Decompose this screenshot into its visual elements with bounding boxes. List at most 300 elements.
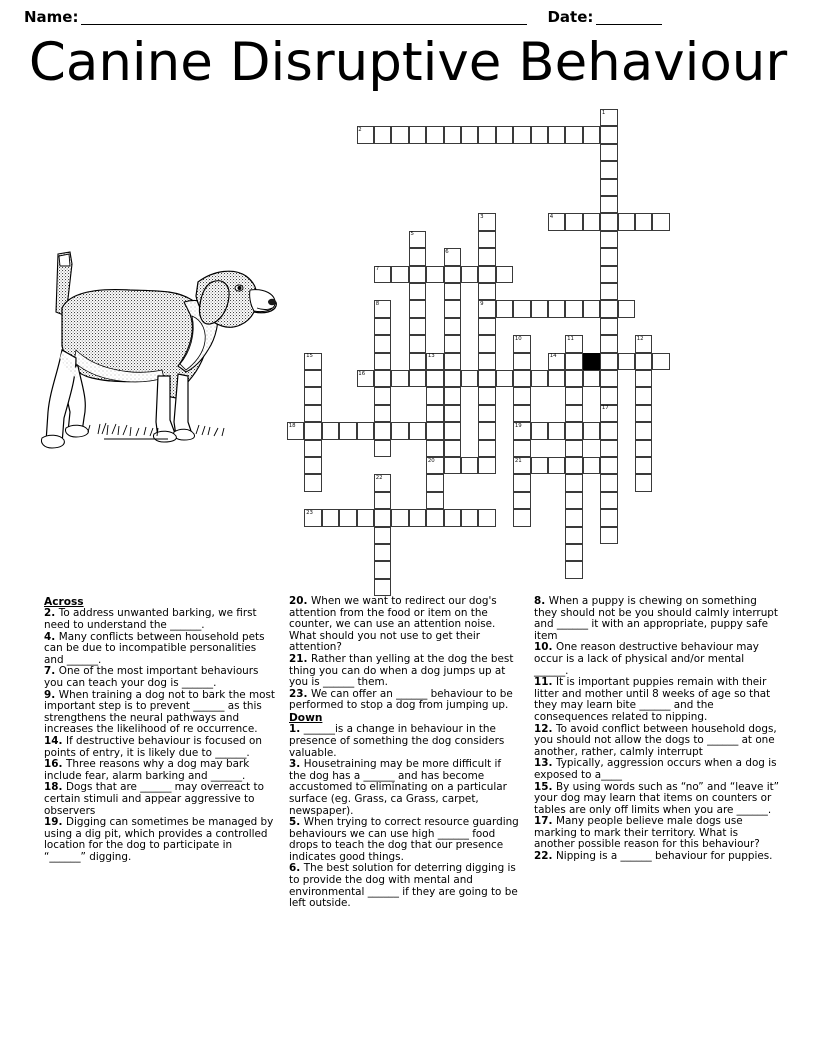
grid-cell[interactable] — [478, 405, 495, 422]
grid-cell[interactable] — [565, 544, 582, 561]
grid-cell[interactable] — [304, 474, 321, 491]
grid-cell[interactable] — [513, 509, 530, 526]
grid-cell[interactable] — [478, 126, 495, 143]
grid-cell[interactable] — [304, 509, 321, 526]
grid-cell[interactable] — [513, 335, 530, 352]
grid-cell[interactable] — [374, 353, 391, 370]
grid-cell[interactable] — [652, 353, 669, 370]
grid-cell[interactable] — [583, 126, 600, 143]
clue-text: Many conflicts between household pets can be due to incompatible personalities and ______. — [44, 630, 265, 666]
grid-cell[interactable] — [513, 405, 530, 422]
grid-cell[interactable] — [426, 353, 443, 370]
grid-clue-number: 20 — [427, 457, 435, 464]
grid-cell[interactable] — [444, 283, 461, 300]
grid-cell[interactable] — [478, 283, 495, 300]
dog-illustration — [26, 246, 278, 458]
grid-cell[interactable] — [444, 353, 461, 370]
grid-cell[interactable] — [426, 422, 443, 439]
clue-text: The best solution for deterring digging is to provide the dog with mental and environmental ______ if they are going to be left outside. — [289, 862, 518, 910]
grid-cell[interactable] — [461, 370, 478, 387]
grid-cell[interactable] — [583, 300, 600, 317]
clue-number: 17. — [534, 815, 557, 828]
clue-down-8 — [534, 596, 780, 642]
grid-cell[interactable] — [444, 126, 461, 143]
grid-cell[interactable] — [409, 283, 426, 300]
grid-cell[interactable] — [565, 335, 582, 352]
grid-clue-number: 1 — [601, 109, 606, 116]
grid-cell[interactable] — [426, 440, 443, 457]
grid-cell[interactable] — [374, 579, 391, 596]
grid-clue-number: 16 — [358, 370, 366, 377]
clue-text: When we want to redirect our dog's attention from the food or item on the counter, we can use an attention noise. What should you not use to get their attention? — [289, 595, 497, 654]
clue-across-19 — [44, 817, 276, 863]
clue-number: 16. — [44, 758, 67, 771]
clue-number: 9. — [44, 688, 59, 701]
grid-cell[interactable] — [304, 405, 321, 422]
grid-cell[interactable] — [548, 370, 565, 387]
grid-cell[interactable] — [391, 509, 408, 526]
grid-cell[interactable] — [565, 474, 582, 491]
grid-cell[interactable] — [513, 353, 530, 370]
grid-cell[interactable] — [565, 213, 582, 230]
grid-cell[interactable] — [374, 405, 391, 422]
grid-cell[interactable] — [635, 405, 652, 422]
clue-text: Many people believe male dogs use marking to mark their territory. What is another possible reason for this behaviour? — [534, 815, 760, 851]
clue-text: Housetraining may be more difficult if the dog has a ______ and has become accustomed to eliminating on a particular surface (eg. Grass, ca Grass, carpet, newspaper). — [289, 758, 507, 817]
grid-cell[interactable] — [548, 353, 565, 370]
crossword-grid[interactable] — [287, 109, 667, 594]
grid-cell[interactable] — [600, 213, 617, 230]
clue-text: Dogs that are ______ may overreact to certain stimuli and appear aggressive to observers — [44, 781, 264, 817]
grid-cell[interactable] — [513, 300, 530, 317]
grid-cell[interactable] — [600, 144, 617, 161]
grid-cell[interactable] — [513, 126, 530, 143]
grid-cell[interactable] — [600, 527, 617, 544]
grid-cell[interactable] — [478, 231, 495, 248]
clue-number: 20. — [289, 595, 312, 607]
grid-cell[interactable] — [565, 509, 582, 526]
grid-cell[interactable] — [444, 300, 461, 317]
grid-cell[interactable] — [461, 126, 478, 143]
grid-clue-number: 10 — [514, 335, 522, 342]
grid-cell[interactable] — [426, 126, 443, 143]
clue-across-7 — [44, 666, 276, 689]
grid-cell[interactable] — [409, 231, 426, 248]
clue-text: When trying to correct resource guarding behaviours we can use high ______ food drops to teach the dog that our presence indicates good things. — [289, 816, 519, 863]
grid-cell[interactable] — [391, 422, 408, 439]
grid-cell[interactable] — [478, 422, 495, 439]
clue-across-20 — [289, 596, 521, 654]
grid-cell[interactable] — [618, 353, 635, 370]
grid-cell[interactable] — [565, 527, 582, 544]
clue-text: Three reasons why a dog may bark include fear, alarm barking and ______. — [44, 758, 250, 782]
grid-cell[interactable] — [444, 387, 461, 404]
grid-cell[interactable] — [565, 561, 582, 578]
grid-cell[interactable] — [322, 422, 339, 439]
clue-text: Typically, aggression occurs when a dog is exposed to a____ — [534, 757, 777, 781]
clue-across-14 — [44, 736, 276, 759]
grid-cell[interactable] — [409, 248, 426, 265]
grid-cell[interactable] — [304, 353, 321, 370]
grid-cell[interactable] — [287, 422, 304, 439]
grid-cell[interactable] — [583, 422, 600, 439]
grid-cell[interactable] — [635, 370, 652, 387]
clue-text: One reason destructive behaviour may occur is a lack of physical and/or mental ______. — [534, 641, 759, 677]
grid-cell[interactable] — [478, 370, 495, 387]
grid-cell[interactable] — [618, 213, 635, 230]
date-write-in-line[interactable] — [596, 10, 662, 25]
grid-cell[interactable] — [339, 509, 356, 526]
clue-number: 19. — [44, 816, 67, 829]
grid-clue-number: 13 — [427, 353, 435, 360]
grid-cell[interactable] — [409, 266, 426, 283]
clue-text: We can offer an ______ behaviour to be performed to stop a dog from jumping up. — [289, 687, 513, 712]
grid-cell[interactable] — [600, 509, 617, 526]
grid-cell[interactable] — [600, 440, 617, 457]
grid-cell[interactable] — [513, 387, 530, 404]
down-heading: Down — [289, 711, 323, 724]
clue-across-2 — [44, 608, 276, 631]
grid-cell[interactable] — [600, 335, 617, 352]
clue-down-10 — [534, 642, 780, 677]
clue-text: One of the most important behaviours you can teach your dog is ______. — [44, 665, 259, 689]
clue-number: 12. — [534, 722, 557, 735]
grid-cell[interactable] — [478, 440, 495, 457]
grid-cell[interactable] — [409, 318, 426, 335]
grid-cell[interactable] — [426, 492, 443, 509]
grid-cell[interactable] — [600, 266, 617, 283]
grid-cell[interactable] — [565, 405, 582, 422]
clue-number: 13. — [534, 757, 557, 770]
grid-cell[interactable] — [600, 353, 617, 370]
grid-cell[interactable] — [531, 457, 548, 474]
grid-cell[interactable] — [426, 370, 443, 387]
grid-cell[interactable] — [600, 248, 617, 265]
grid-cell[interactable] — [478, 353, 495, 370]
grid-cell[interactable] — [409, 353, 426, 370]
grid-cell[interactable] — [357, 126, 374, 143]
grid-cell[interactable] — [374, 544, 391, 561]
grid-cell[interactable] — [635, 457, 652, 474]
grid-cell[interactable] — [600, 179, 617, 196]
grid-cell[interactable] — [357, 370, 374, 387]
grid-cell[interactable] — [548, 457, 565, 474]
grid-cell[interactable] — [600, 196, 617, 213]
grid-cell[interactable] — [635, 387, 652, 404]
grid-cell[interactable] — [600, 126, 617, 143]
grid-clue-number: 19 — [514, 422, 522, 429]
grid-cell[interactable] — [600, 109, 617, 126]
clue-number: 4. — [44, 630, 59, 643]
grid-cell[interactable] — [391, 370, 408, 387]
grid-cell[interactable] — [304, 387, 321, 404]
grid-cell[interactable] — [652, 213, 669, 230]
grid-cell[interactable] — [444, 266, 461, 283]
page-title: Canine Disruptive Behaviour — [28, 32, 788, 93]
grid-clue-number: 3 — [480, 213, 484, 220]
grid-cell[interactable] — [374, 527, 391, 544]
grid-cell[interactable] — [548, 300, 565, 317]
clue-number: 14. — [44, 734, 67, 747]
grid-clue-number: 11 — [567, 335, 574, 342]
clue-text: It is important puppies remain with their litter and mother until 8 weeks of age so that they may learn bite ______ and the consequences related to nipping. — [534, 676, 771, 723]
grid-cell[interactable] — [478, 300, 495, 317]
across-heading: Across — [44, 596, 84, 608]
grid-cell[interactable] — [513, 492, 530, 509]
grid-cell[interactable] — [565, 353, 582, 370]
grid-clue-number: 5 — [410, 231, 414, 238]
clue-text: Digging can sometimes be managed by using a dig pit, which provides a controlled location for the dog to participate in “______” digging. — [44, 816, 274, 863]
clue-text: Nipping is a ______ behaviour for puppies. — [556, 850, 773, 863]
grid-cell[interactable] — [583, 213, 600, 230]
grid-cell[interactable] — [496, 266, 513, 283]
grid-clue-number: 23 — [306, 509, 313, 516]
grid-cell[interactable] — [478, 266, 495, 283]
grid-cell[interactable] — [374, 126, 391, 143]
grid-cell[interactable] — [531, 300, 548, 317]
grid-cell[interactable] — [322, 509, 339, 526]
name-label: Name: — [24, 8, 79, 26]
grid-cell[interactable] — [635, 474, 652, 491]
grid-cell[interactable] — [374, 266, 391, 283]
clue-across-23 — [289, 689, 521, 712]
clue-number: 23. — [289, 687, 312, 700]
grid-cell[interactable] — [444, 422, 461, 439]
clue-down-22 — [534, 851, 780, 863]
grid-cell[interactable] — [600, 318, 617, 335]
clue-across-9 — [44, 690, 276, 736]
clue-number: 2. — [44, 607, 59, 620]
clue-across-16 — [44, 759, 276, 782]
grid-cell[interactable] — [426, 387, 443, 404]
grid-cell[interactable] — [513, 474, 530, 491]
grid-cell[interactable] — [478, 213, 495, 230]
grid-cell[interactable] — [600, 405, 617, 422]
clue-number: 6. — [289, 862, 304, 875]
grid-cell[interactable] — [409, 335, 426, 352]
grid-cell[interactable] — [478, 387, 495, 404]
grid-cell[interactable] — [426, 474, 443, 491]
grid-cell[interactable] — [565, 387, 582, 404]
date-label: Date: — [547, 8, 594, 26]
grid-cell[interactable] — [409, 126, 426, 143]
grid-cell[interactable] — [635, 353, 652, 370]
grid-cell[interactable] — [565, 492, 582, 509]
grid-clue-number: 4 — [549, 213, 554, 220]
clue-number: 5. — [289, 816, 304, 829]
grid-cell[interactable] — [496, 300, 513, 317]
clue-number: 10. — [534, 641, 557, 654]
grid-clue-number: 9 — [480, 300, 484, 307]
grid-cell[interactable] — [565, 457, 582, 474]
clue-across-18 — [44, 782, 276, 817]
grid-clue-number: 7 — [375, 266, 380, 273]
grid-cell[interactable] — [374, 370, 391, 387]
grid-clue-number: 17 — [601, 405, 609, 412]
clue-number: 8. — [534, 595, 549, 607]
clue-across-21 — [289, 654, 521, 689]
grid-cell[interactable] — [461, 509, 478, 526]
grid-clue-number: 21 — [514, 457, 522, 464]
grid-cell[interactable] — [409, 509, 426, 526]
grid-cell[interactable] — [478, 335, 495, 352]
clue-number: 21. — [289, 652, 312, 665]
clue-text: When a puppy is chewing on something they should not be you should calmly interrupt and ______ it with an appropriate, puppy safe item — [534, 595, 778, 642]
clue-text: ______is a change in behaviour in the presence of something the dog considers valuable. — [289, 723, 505, 759]
grid-cell[interactable] — [600, 492, 617, 509]
grid-cell[interactable] — [565, 440, 582, 457]
grid-clue-number: 12 — [636, 335, 644, 342]
grid-cell[interactable] — [409, 300, 426, 317]
grid-cell[interactable] — [583, 370, 600, 387]
grid-cell[interactable] — [357, 422, 374, 439]
grid-cell[interactable] — [426, 457, 443, 474]
clue-down-3 — [289, 759, 521, 817]
grid-cell[interactable] — [444, 457, 461, 474]
grid-clue-number: 18 — [288, 422, 296, 429]
grid-cell[interactable] — [513, 457, 530, 474]
grid-cell[interactable] — [444, 370, 461, 387]
grid-cell[interactable] — [565, 300, 582, 317]
grid-cell[interactable] — [304, 370, 321, 387]
grid-cell[interactable] — [496, 126, 513, 143]
clue-number: 3. — [289, 758, 304, 771]
grid-cell[interactable] — [513, 422, 530, 439]
clue-down-1 — [289, 724, 521, 759]
grid-cell[interactable] — [374, 300, 391, 317]
grid-cell[interactable] — [548, 126, 565, 143]
grid-cell[interactable] — [409, 422, 426, 439]
grid-cell[interactable] — [618, 300, 635, 317]
clue-text: To address unwanted barking, we first need to understand the ______. — [44, 607, 257, 631]
grid-cell[interactable] — [444, 318, 461, 335]
grid-clue-number: 8 — [375, 300, 380, 307]
grid-cell[interactable] — [635, 213, 652, 230]
grid-cell[interactable] — [444, 335, 461, 352]
grid-clue-number: 22 — [375, 474, 383, 481]
grid-clue-number: 2 — [358, 126, 362, 133]
grid-cell[interactable] — [496, 370, 513, 387]
grid-cell[interactable] — [635, 335, 652, 352]
clue-text: If destructive behaviour is focused on points of entry, it is likely due to ______. — [44, 734, 262, 759]
grid-cell[interactable] — [374, 387, 391, 404]
grid-cell[interactable] — [531, 126, 548, 143]
grid-cell[interactable] — [478, 248, 495, 265]
grid-clue-number: 14 — [549, 353, 557, 360]
grid-cell[interactable] — [478, 457, 495, 474]
clue-down-6 — [289, 863, 521, 909]
grid-cell[interactable] — [531, 370, 548, 387]
grid-cell[interactable] — [374, 492, 391, 509]
grid-cell[interactable] — [565, 370, 582, 387]
grid-cell[interactable] — [600, 300, 617, 317]
clue-down-5 — [289, 817, 521, 863]
grid-cell[interactable] — [304, 457, 321, 474]
grid-cell[interactable] — [444, 440, 461, 457]
grid-cell[interactable] — [374, 335, 391, 352]
clue-down-11 — [534, 677, 780, 723]
grid-cell[interactable] — [304, 440, 321, 457]
grid-cell[interactable] — [513, 370, 530, 387]
grid-cell[interactable] — [600, 387, 617, 404]
grid-cell[interactable] — [391, 126, 408, 143]
grid-cell[interactable] — [565, 126, 582, 143]
grid-cell[interactable] — [391, 266, 408, 283]
clue-column-2 — [289, 596, 534, 910]
grid-cell[interactable] — [374, 474, 391, 491]
grid-cell[interactable] — [583, 457, 600, 474]
grid-cell[interactable] — [548, 213, 565, 230]
grid-clue-number: 6 — [445, 248, 449, 255]
grid-cell[interactable] — [478, 318, 495, 335]
clue-number: 22. — [534, 850, 557, 863]
clue-across-4 — [44, 632, 276, 667]
clue-number: 7. — [44, 665, 59, 678]
grid-cell[interactable] — [600, 370, 617, 387]
grid-cell[interactable] — [600, 474, 617, 491]
grid-cell[interactable] — [374, 318, 391, 335]
clue-number: 15. — [534, 780, 557, 793]
clue-text: By using words such as “no” and “leave it” your dog may learn that items on counters or tables are only off limits when you are ______. — [534, 780, 780, 816]
grid-cell[interactable] — [531, 422, 548, 439]
clue-down-13 — [534, 758, 780, 781]
grid-cell[interactable] — [513, 440, 530, 457]
grid-cell[interactable] — [374, 440, 391, 457]
clue-text: Rather than yelling at the dog the best thing you can do when a dog jumps up at you is ______ them. — [289, 652, 514, 689]
name-date-bar — [0, 0, 816, 30]
grid-cell[interactable] — [600, 283, 617, 300]
clue-column-1 — [44, 596, 289, 863]
grid-cell[interactable] — [444, 248, 461, 265]
grid-cell[interactable] — [478, 509, 495, 526]
clues-area — [44, 596, 780, 966]
grid-cell[interactable] — [548, 422, 565, 439]
grid-cell[interactable] — [635, 422, 652, 439]
grid-cell[interactable] — [374, 509, 391, 526]
grid-cell[interactable] — [600, 422, 617, 439]
grid-cell[interactable] — [600, 161, 617, 178]
grid-cell[interactable] — [374, 422, 391, 439]
clue-down-15 — [534, 782, 780, 817]
clue-number: 1. — [289, 723, 304, 736]
grid-cell[interactable] — [635, 440, 652, 457]
grid-cell[interactable] — [339, 422, 356, 439]
clue-number: 18. — [44, 781, 67, 794]
grid-cell[interactable] — [444, 509, 461, 526]
grid-cell[interactable] — [426, 405, 443, 422]
grid-cell[interactable] — [565, 422, 582, 439]
name-write-in-line[interactable] — [81, 10, 527, 25]
clue-down-12 — [534, 724, 780, 759]
grid-cell[interactable] — [600, 457, 617, 474]
grid-cell[interactable] — [409, 370, 426, 387]
grid-clue-number: 15 — [306, 353, 313, 360]
grid-cell[interactable] — [304, 422, 321, 439]
clue-down-17 — [534, 816, 780, 851]
grid-cell[interactable] — [461, 266, 478, 283]
clue-number: 11. — [534, 676, 557, 689]
grid-cell[interactable] — [426, 266, 443, 283]
grid-cell[interactable] — [461, 457, 478, 474]
grid-cell[interactable] — [357, 509, 374, 526]
clue-text: To avoid conflict between household dogs, you should not allow the dogs to ______ at one another, rather, calmly interrupt — [534, 722, 777, 758]
grid-cell[interactable] — [600, 231, 617, 248]
grid-cell[interactable] — [374, 561, 391, 578]
grid-cell[interactable] — [426, 509, 443, 526]
grid-cell-blocked — [583, 353, 600, 370]
grid-cell[interactable] — [444, 405, 461, 422]
clue-column-3 — [534, 596, 780, 863]
